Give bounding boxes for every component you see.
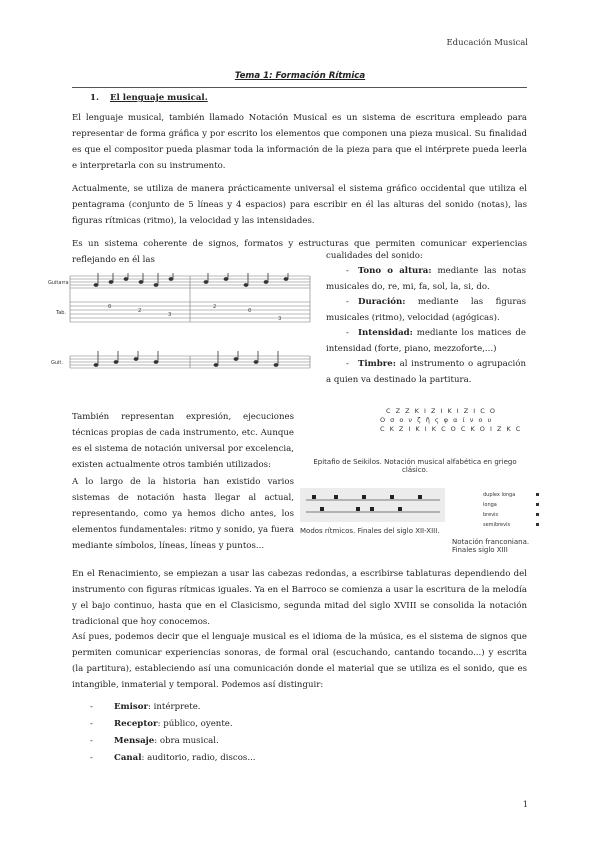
comm-term: Mensaje [114, 736, 155, 746]
greek-notation-figure [380, 404, 525, 438]
paragraph-renaissance: En el Renacimiento, se empiezan a usar las cabezas redondas, a escribirse tablaturas dependiendo del instrumento con figuras rítmicas iguales. Ya en el Barroco se comienza a usar la escritura de la melodía y el bajo continuo, hasta que en el Clasicismo, segunda mitad del siglo XVIII se consolida la notación tradicional que hoy conocemos. [72, 569, 527, 627]
quality-desc: mediante los matices de intensidad (forte, piano, mezzoforte,...) [326, 328, 526, 354]
list-item: - Duración: mediante las figuras musicales (ritmo), velocidad (agógicas). [326, 297, 526, 323]
svg-text:0: 0 [108, 304, 112, 310]
header-subject: Educación Musical [446, 38, 528, 48]
paragraph-history: A lo largo de la historia han existido varios sistemas de notación hasta llegar al actual, representando, como ya hemos dicho antes, los elementos fundamentales: ritmo y sonido, ya fuera mediante símbolos, líneas, líneas y puntos... [72, 477, 294, 551]
communication-list [72, 699, 527, 767]
list-item: - Tono o altura: mediante las notas musicales do, re, mi, fa, sol, la, si, do. [326, 266, 527, 292]
comm-desc: : obra musical. [154, 736, 219, 746]
note-value-brevis: brevis [483, 512, 499, 518]
paragraph-pentagrama: Actualmente, se utiliza de manera prácticamente universal el sistema gráfico occidental que utiliza el pentagrama (conjunto de 5 líneas y 4 espacios) para escribir en él las alturas del sonido (notas), las figuras rítmicas (ritmo), la velocidad y las intensidades. [72, 184, 527, 226]
quality-term: Duración: [358, 297, 406, 307]
comm-term: Emisor [114, 702, 149, 712]
paragraph-language: Así pues, podemos decir que el lenguaje musical es el idioma de la música, es el sistema de signos que permiten comunicar experiencias sonoras, de formal oral (escuchando, cantando tocando...) y escrita (la partitura), estableciendo así una comunicación donde el material que se utiliza es el sonido, que es intangible, inmaterial y temporal. Podemos así distinguir: [72, 632, 527, 690]
list-item: - Timbre: al instrumento o agrupación a quien va destinado la partitura. [326, 359, 526, 385]
svg-text:2: 2 [138, 308, 142, 314]
quality-term: Intensidad: [358, 328, 413, 338]
sound-qualities-list [326, 264, 526, 388]
quality-desc: mediante las notas musicales do, re, mi, fa, sol, la, si, do. [326, 266, 527, 292]
franconian-figure [480, 488, 545, 528]
rhythmic-modes-caption: Modos rítmicos. Finales del siglo XII-XIII. [300, 527, 440, 535]
score-label-guit: Guit. [51, 360, 63, 366]
section-title: El lenguaje musical. [110, 93, 208, 103]
svg-text:Ο σ ο ν ζ ῆ ς φ α ί ν ο υ: Ο σ ο ν ζ ῆ ς φ α ί ν ο υ [380, 416, 493, 424]
score-label-guitar: Guitarra [48, 280, 69, 286]
comm-desc: : intérprete. [148, 702, 201, 712]
quality-term: Timbre: [358, 359, 396, 369]
svg-text:C K Z I K I K C O C K O I Z K: C K Z I K I K C O C K O I Z K C [380, 425, 522, 433]
greek-caption: Epitafio de Seikilos. Notación musical alfabética en griego clásico. [313, 458, 517, 474]
comm-desc: : auditorio, radio, discos... [141, 753, 256, 763]
comm-desc: : público, oyente. [157, 719, 233, 729]
list-item: - Mensaje: obra musical. [90, 736, 219, 746]
paragraph-definition: El lenguaje musical, también llamado Notación Musical es un sistema de escritura empleado para representar de forma gráfica y por escrito los elementos que componen una pieza musical. Su finalidad es que el compositor pueda plasmar toda la información de la pieza para que el intérprete pueda leerla e interpretarla con su instrumento. [72, 113, 527, 171]
quality-desc: mediante las figuras musicales (ritmo), velocidad (agógicas). [326, 297, 526, 323]
paragraph-system-a: Es un sistema coherente de signos, formatos y estructuras que permiten comunicar experiencias reflejando en él las [72, 239, 527, 265]
svg-text:2: 2 [213, 304, 217, 310]
paragraph-system-b: cualidades del sonido: [326, 251, 423, 261]
guitar-score-figure [48, 268, 316, 380]
page-title: Tema 1: Formación Rítmica [234, 71, 366, 81]
list-item: - Canal: auditorio, radio, discos... [90, 753, 256, 763]
franconian-caption: Notación franconiana. Finales siglo XIII [452, 538, 530, 554]
rhythmic-modes-figure [300, 488, 445, 522]
paragraph-other-notations: También representan expresión, ejecuciones técnicas propias de cada instrumento, etc. Aunque es el sistema de notación universal por excelencia, existen actualmente otros también utilizados: [72, 412, 294, 470]
svg-text:3: 3 [168, 312, 172, 318]
list-item: - Intensidad: mediante los matices de intensidad (forte, piano, mezzoforte,...) [326, 328, 526, 354]
note-value-semibrevis: semibrevis [483, 522, 511, 528]
title-divider [72, 87, 527, 88]
svg-text:3: 3 [278, 316, 282, 322]
page-number: 1 [522, 800, 528, 809]
comm-term: Receptor [114, 719, 158, 729]
svg-text:C Z Z K I Z I K I Z I C Ο: C Z Z K I Z I K I Z I C Ο [386, 407, 497, 415]
quality-term: Tono o altura: [358, 266, 432, 276]
score-label-tab: Tab. [56, 310, 67, 316]
svg-text:0: 0 [248, 308, 252, 314]
list-item: - Emisor: intérprete. [90, 702, 201, 712]
note-value-duplex-longa: duplex longa [483, 492, 516, 498]
note-value-longa: longa [483, 502, 497, 508]
quality-desc: al instrumento o agrupación a quien va destinado la partitura. [326, 359, 526, 385]
section-heading [90, 93, 208, 103]
section-number: 1. [90, 93, 99, 103]
list-item: - Receptor: público, oyente. [90, 719, 233, 729]
comm-term: Canal [114, 753, 142, 763]
